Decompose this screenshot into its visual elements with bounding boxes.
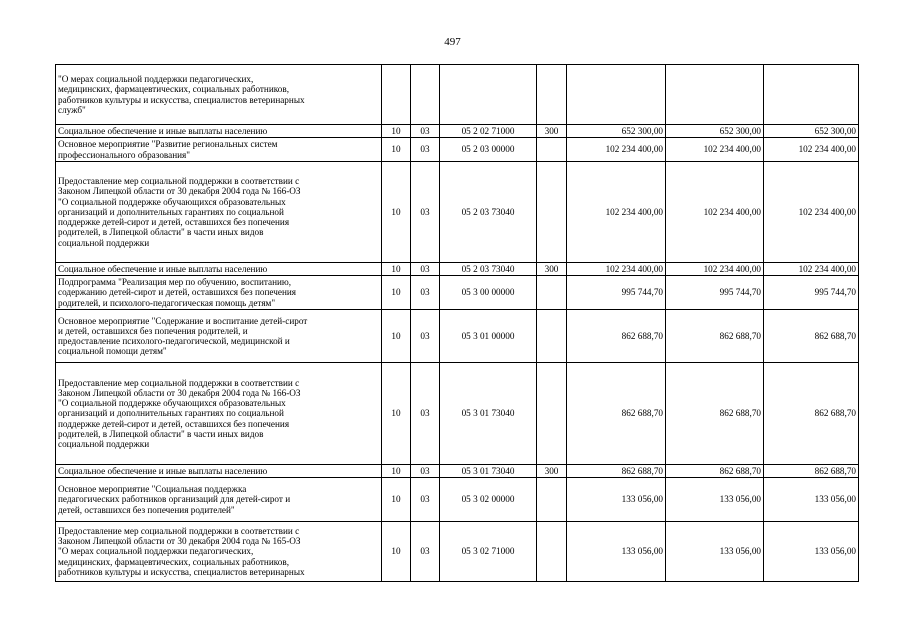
amount-year-1: 652 300,00 <box>567 125 666 138</box>
table-row <box>56 138 859 162</box>
target-article-code: 05 2 02 71000 <box>440 125 537 138</box>
amount-year-3: 133 056,00 <box>764 478 859 522</box>
table-row <box>56 310 859 363</box>
amount-year-1: 133 056,00 <box>567 522 666 582</box>
target-article-code: 05 3 02 71000 <box>440 522 537 582</box>
row-description: Социальное обеспечение и иные выплаты населению <box>56 465 382 478</box>
table-row <box>56 276 859 310</box>
section-code: 10 <box>382 465 411 478</box>
expense-type-code <box>537 276 567 310</box>
amount-year-2: 133 056,00 <box>666 522 764 582</box>
row-description: Социальное обеспечение и иные выплаты населению <box>56 125 382 138</box>
amount-year-3 <box>764 65 859 125</box>
subsection-code: 03 <box>411 522 440 582</box>
subsection-code: 03 <box>411 465 440 478</box>
section-code: 10 <box>382 138 411 162</box>
target-article-code: 05 3 00 00000 <box>440 276 537 310</box>
row-description: Подпрограмма "Реализация мер по обучению, воспитанию, содержанию детей-сирот и детей, оставшихся без попечения родителей, и психолого-педагогическая помощь детям" <box>56 276 382 310</box>
row-description: Основное мероприятие "Социальная поддержка педагогических работников организаций для детей-сирот и детей, оставшихся без попечения родителей" <box>56 478 382 522</box>
section-code: 10 <box>382 522 411 582</box>
amount-year-2: 862 688,70 <box>666 363 764 465</box>
amount-year-2: 862 688,70 <box>666 465 764 478</box>
subsection-code: 03 <box>411 138 440 162</box>
amount-year-1: 102 234 400,00 <box>567 263 666 276</box>
table-row <box>56 465 859 478</box>
expense-type-code: 300 <box>537 465 567 478</box>
amount-year-3: 862 688,70 <box>764 465 859 478</box>
amount-year-3: 133 056,00 <box>764 522 859 582</box>
budget-table <box>55 64 859 582</box>
expense-type-code <box>537 522 567 582</box>
target-article-code: 05 2 03 00000 <box>440 138 537 162</box>
amount-year-3: 862 688,70 <box>764 310 859 363</box>
expense-type-code <box>537 138 567 162</box>
table-row <box>56 478 859 522</box>
row-description: Предоставление мер социальной поддержки в соответствии с Законом Липецкой области от 30 декабря 2004 года № 166-ОЗ "О социальной поддержке обучающихся образовательных организаций и дополнительных гарантиях по социальной поддержке детей-сирот и детей, оставшихся без попечения родителей, в Липецкой области" в части иных видов социальной поддержки <box>56 162 382 263</box>
target-article-code: 05 2 03 73040 <box>440 263 537 276</box>
target-article-code: 05 3 01 73040 <box>440 465 537 478</box>
target-article-code <box>440 65 537 125</box>
amount-year-1 <box>567 65 666 125</box>
subsection-code <box>411 65 440 125</box>
target-article-code: 05 2 03 73040 <box>440 162 537 263</box>
expense-type-code <box>537 310 567 363</box>
amount-year-3: 652 300,00 <box>764 125 859 138</box>
table-row <box>56 263 859 276</box>
subsection-code: 03 <box>411 363 440 465</box>
amount-year-3: 102 234 400,00 <box>764 138 859 162</box>
section-code: 10 <box>382 310 411 363</box>
amount-year-3: 862 688,70 <box>764 363 859 465</box>
amount-year-2: 102 234 400,00 <box>666 138 764 162</box>
target-article-code: 05 3 02 00000 <box>440 478 537 522</box>
row-description: Предоставление мер социальной поддержки в соответствии с Законом Липецкой области от 30 декабря 2004 года № 165-ОЗ "О мерах социальной поддержки педагогических, медицинских, фармацевтических, социальных работников, работников культуры и искусства, специалистов ветеринарных <box>56 522 382 582</box>
row-description: Основное мероприятие "Содержание и воспитание детей-сирот и детей, оставшихся без попечения родителей, и предоставление психолого-педагогической, медицинской и социальной помощи детям" <box>56 310 382 363</box>
subsection-code: 03 <box>411 478 440 522</box>
expense-type-code <box>537 363 567 465</box>
expense-type-code: 300 <box>537 263 567 276</box>
target-article-code: 05 3 01 00000 <box>440 310 537 363</box>
amount-year-2: 102 234 400,00 <box>666 263 764 276</box>
section-code: 10 <box>382 162 411 263</box>
row-description: "О мерах социальной поддержки педагогических, медицинских, фармацевтических, социальных работников, работников культуры и искусства, специалистов ветеринарных служб" <box>56 65 382 125</box>
row-description: Предоставление мер социальной поддержки в соответствии с Законом Липецкой области от 30 декабря 2004 года № 166-ОЗ "О социальной поддержке обучающихся образовательных организаций и дополнительных гарантиях по социальной поддержке детей-сирот и детей, оставшихся без попечения родителей, в Липецкой области" в части иных видов социальной поддержки <box>56 363 382 465</box>
expense-type-code <box>537 65 567 125</box>
table-body <box>56 65 859 582</box>
expense-type-code <box>537 162 567 263</box>
amount-year-3: 102 234 400,00 <box>764 162 859 263</box>
table-row <box>56 125 859 138</box>
table-row <box>56 162 859 263</box>
section-code: 10 <box>382 363 411 465</box>
table-row <box>56 65 859 125</box>
section-code: 10 <box>382 125 411 138</box>
subsection-code: 03 <box>411 162 440 263</box>
amount-year-2: 102 234 400,00 <box>666 162 764 263</box>
amount-year-1: 133 056,00 <box>567 478 666 522</box>
target-article-code: 05 3 01 73040 <box>440 363 537 465</box>
amount-year-2: 862 688,70 <box>666 310 764 363</box>
section-code: 10 <box>382 263 411 276</box>
amount-year-1: 862 688,70 <box>567 310 666 363</box>
subsection-code: 03 <box>411 125 440 138</box>
amount-year-1: 102 234 400,00 <box>567 162 666 263</box>
amount-year-2: 133 056,00 <box>666 478 764 522</box>
section-code: 10 <box>382 276 411 310</box>
row-description: Основное мероприятие "Развитие региональных систем профессионального образования" <box>56 138 382 162</box>
amount-year-1: 862 688,70 <box>567 363 666 465</box>
amount-year-3: 102 234 400,00 <box>764 263 859 276</box>
page-number: 497 <box>444 36 461 48</box>
amount-year-2 <box>666 65 764 125</box>
amount-year-1: 862 688,70 <box>567 465 666 478</box>
table-row <box>56 522 859 582</box>
amount-year-2: 995 744,70 <box>666 276 764 310</box>
section-code <box>382 65 411 125</box>
row-description: Социальное обеспечение и иные выплаты населению <box>56 263 382 276</box>
subsection-code: 03 <box>411 310 440 363</box>
amount-year-2: 652 300,00 <box>666 125 764 138</box>
section-code: 10 <box>382 478 411 522</box>
expense-type-code: 300 <box>537 125 567 138</box>
amount-year-1: 102 234 400,00 <box>567 138 666 162</box>
expense-type-code <box>537 478 567 522</box>
subsection-code: 03 <box>411 276 440 310</box>
amount-year-3: 995 744,70 <box>764 276 859 310</box>
subsection-code: 03 <box>411 263 440 276</box>
amount-year-1: 995 744,70 <box>567 276 666 310</box>
table-row <box>56 363 859 465</box>
